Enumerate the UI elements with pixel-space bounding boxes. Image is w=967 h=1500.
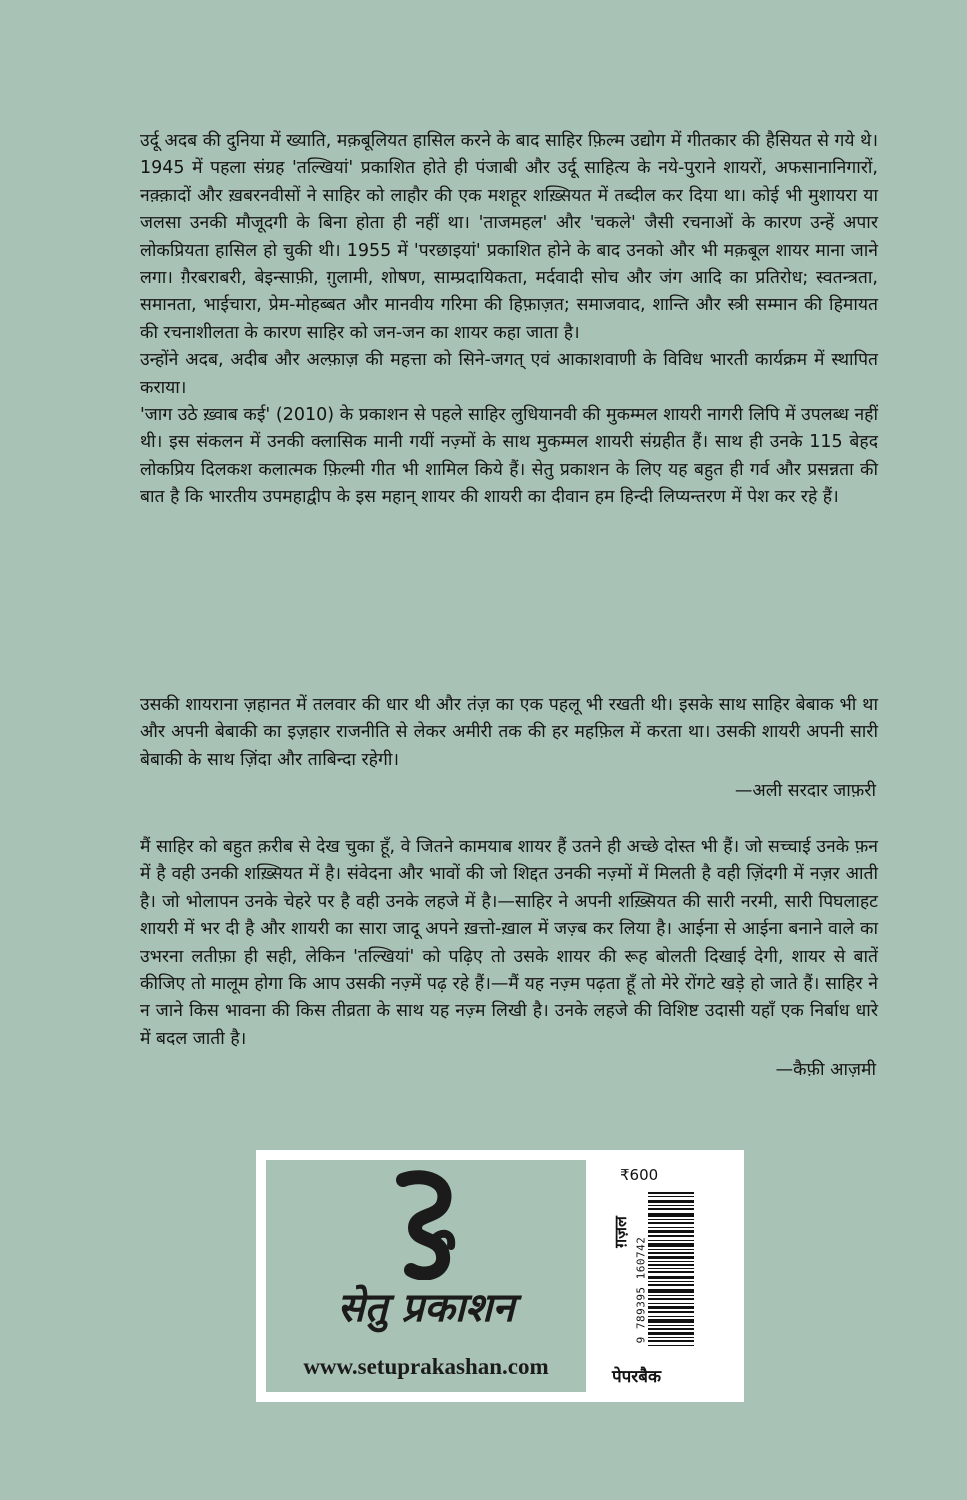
publisher-name: सेतु प्रकाशन (337, 1284, 515, 1331)
genre-text: ग़ज़ल (611, 1216, 630, 1248)
barcode-icon (644, 1190, 698, 1350)
price-label: ₹600 (620, 1166, 659, 1184)
quote-text: उसकी शायराना ज़हानत में तलवार की धार थी और तंज़ का एक पहलू भी रखती थी। इसके साथ साहिर बेबाक भी था और अपनी बेबाकी का इज़हार राजनीति से लेकर अमीरी तक की हर महफ़िल में करता था। उसकी शायरी अपनी सारी बेबाकी के साथ ज़िंदा और ताबिन्दा रहेगी। (140, 695, 878, 770)
publisher-box (256, 1150, 744, 1402)
quote-kaifi-azmi (140, 834, 878, 1085)
blurb-paragraph-1: उर्दू अदब की दुनिया में ख्याति, मक़बूलियत हासिल करने के बाद साहिर फ़िल्म उद्योग में गीतकार की हैसियत से गये थे। 1945 में पहला संग्रह 'तल्खियां' प्रकाशित होते ही पंजाबी और उर्दू साहित्य के नये-पुराने शायरों, अफसानानिगारों, नक़्क़ादों और ख़बरनवीसों ने साहिर को लाहौर की एक मशहूर शख़्सियत में तब्दील कर दिया था। कोई भी मुशायरा या जलसा उनकी मौजूदगी के बिना होता ही नहीं था। 'ताजमहल' और 'चकले' जैसी रचनाओं के कारण उन्हें अपार लोकप्रियता हासिल हो चुकी थी। 1955 में 'परछाइयां' प्रकाशित होने के बाद उनको और भी मक़बूल शायर माना जाने लगा। ग़ैरबराबरी, बेइन्साफ़ी, ग़ुलामी, शोषण, साम्प्रदायिकता, मर्दवादी सोच और जंग आदि का प्रतिरोध; स्वतन्त्रता, समानता, भाईचारा, प्रेम-मोहब्बत और मानवीय गरिमा की हिफ़ाज़त; समाजवाद, शान्ति और स्त्री सम्मान की हिमायत की रचनाशीलता के कारण साहिर को जन-जन का शायर कहा जाता है। (140, 131, 878, 343)
publisher-logo-icon (385, 1170, 465, 1280)
isbn-number (631, 1210, 651, 1370)
quote-author: —अली सरदार जाफ़री (734, 781, 876, 802)
quote-ali-sardar-jafri (140, 692, 878, 806)
isbn-digits: 9 789395 160742 (634, 1236, 648, 1344)
main-blurb (140, 128, 878, 512)
format-label: पेपरबैक (612, 1367, 662, 1387)
blurb-paragraph-2: उन्होंने अदब, अदीब और अल्फ़ाज़ की महत्ता को सिने-जगत् एवं आकाशवाणी के विविध भारती कार्यक्रम में स्थापित कराया। (140, 350, 878, 398)
publisher-logo-panel (266, 1160, 586, 1392)
publisher-website[interactable]: www.setuprakashan.com (303, 1354, 549, 1379)
quote-author: —कैफ़ी आज़मी (775, 1060, 876, 1081)
quote-text: मैं साहिर को बहुत क़रीब से देख चुका हूँ, वे जितने कामयाब शायर हैं उतने ही अच्छे दोस्त भी हैं। जो सच्चाई उनके फ़न में है वही उनकी शख़्सियत में है। संवेदना और भावों की जो शिद्दत उनकी नज़्मों में मिलती है वही ज़िंदगी में नज़र आती है। जो भोलापन उनके चेहरे पर है वही उनके लहजे में है।—साहिर ने अपनी शख़्सियत की सारी नरमी, सारी पिघलाहट शायरी में भर दी है और शायरी का सारा जादू अपने ख़त्तो-ख़ाल में जज़्ब कर लिया है। आईना से आईना बनाने वाले का उभरना लतीफ़ा ही सही, लेकिन 'तल्खियां' को पढ़िए तो उसके शायर की रूह बोलती दिखाई देगी, शायर से बातें कीजिए तो मालूम होगा कि आप उसकी नज़्में पढ़ रहे हैं।—मैं यह नज़्म पढ़ता हूँ तो मेरे रोंगटे खड़े हो जाते हैं। साहिर ने न जाने किस भावना की किस तीव्रता के साथ यह नज़्म लिखी है। उनके लहजे की विशिष्ट उदासी यहाँ एक निर्बाध धारे में बदल जाती है। (140, 837, 878, 1049)
blurb-paragraph-3: 'जाग उठे ख़्वाब कई' (2010) के प्रकाशन से पहले साहिर लुधियानवी की मुकम्मल शायरी नागरी लिपि में उपलब्ध नहीं थी। इस संकलन में उनकी क्लासिक मानी गयीं नज़्मों के साथ मुकम्मल शायरी संग्रहीत हैं। साथ ही उनके 115 बेहद लोकप्रिय दिलकश कलात्मक फ़िल्मी गीत भी शामिल किये हैं। सेतु प्रकाशन के लिए यह बहुत ही गर्व और प्रसन्नता की बात है कि भारतीय उपमहाद्वीप के इस महान् शायर की शायरी का दीवान हम हिन्दी लिप्यन्तरण में पेश कर रहे हैं। (140, 405, 878, 508)
